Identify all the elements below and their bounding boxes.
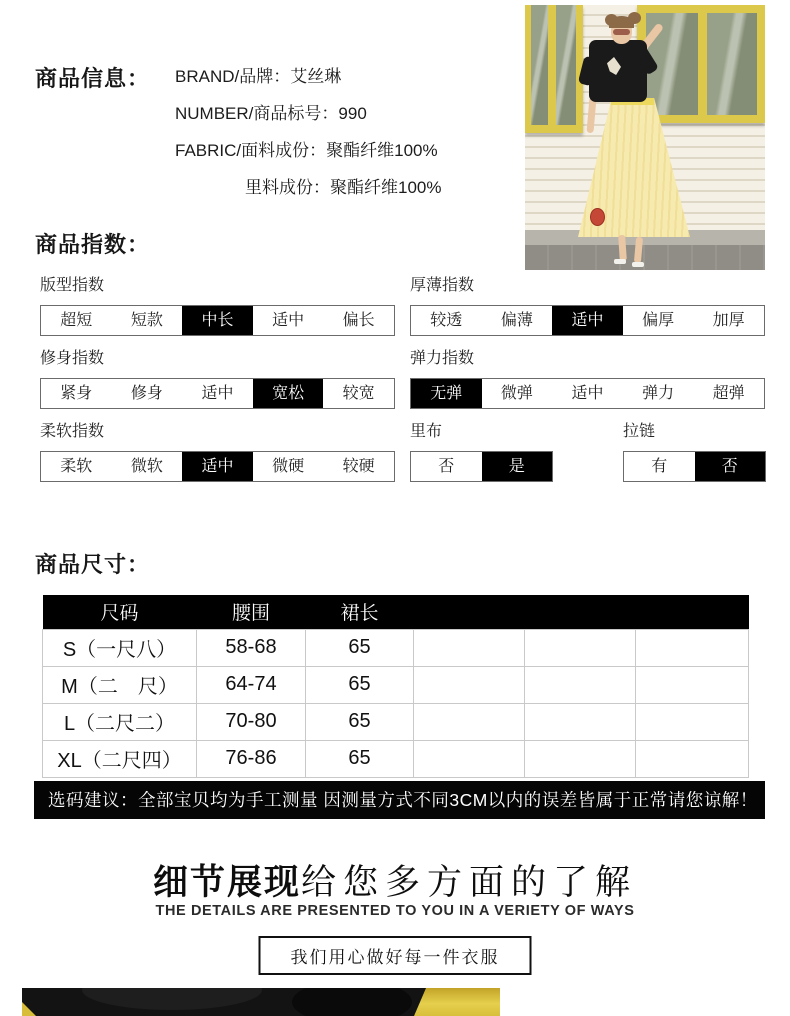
number-label: NUMBER/商品标号： [175, 104, 339, 123]
col-header-size: 尺码 [43, 595, 197, 629]
index-option: 超弹 [712, 385, 745, 402]
waist-cell: 64-74 [197, 666, 306, 703]
window-glass [531, 5, 548, 125]
index-group-fit [40, 345, 395, 409]
lining-label: 里料成份： [245, 178, 330, 197]
size-row-m [43, 666, 749, 703]
empty-cell [636, 629, 749, 666]
empty-cell [636, 703, 749, 740]
fabric-label: FABRIC/面料成份： [175, 141, 327, 160]
waist-cell: 58-68 [197, 629, 306, 666]
lining-line [175, 169, 441, 206]
index-label: 弹力指数 [410, 350, 475, 367]
photo-sandal [614, 259, 626, 264]
index-option: 适中 [201, 385, 234, 402]
fabric-fold [82, 988, 262, 1010]
index-option: 微弹 [500, 385, 533, 402]
index-option: 偏薄 [500, 312, 533, 329]
col-header-waist: 腰围 [197, 595, 306, 629]
photo-arm-down [586, 97, 596, 133]
size-row-s [43, 629, 749, 666]
empty-cell [636, 740, 749, 777]
photo-sunglasses [613, 29, 630, 35]
index-option: 较透 [430, 312, 463, 329]
details-banner-subtitle: THE DETAILS ARE PRESENTED TO YOU IN A VERIETY OF WAYS [155, 903, 635, 919]
index-option: 适中 [571, 385, 604, 402]
length-cell: 65 [306, 629, 414, 666]
index-option: 修身 [130, 385, 163, 402]
photo-hair [609, 16, 634, 28]
details-title-light: 给您多方面的了解 [301, 863, 638, 902]
index-option: 否 [438, 458, 455, 475]
index-option: 较硬 [342, 458, 375, 475]
size-table [42, 595, 749, 778]
index-group-softness [40, 418, 395, 482]
index-option: 微软 [130, 458, 163, 475]
index-label: 拉链 [623, 423, 656, 440]
length-cell: 65 [306, 666, 414, 703]
index-option-box [40, 378, 395, 409]
col-header-empty [525, 595, 636, 629]
index-option: 超短 [60, 312, 93, 329]
index-option: 适中 [272, 312, 305, 329]
empty-cell [414, 629, 525, 666]
index-option-selected: 否 [695, 452, 766, 481]
size-cell: L（二尺二） [43, 703, 197, 740]
photo-window-left [525, 5, 583, 133]
waist-cell: 76-86 [197, 740, 306, 777]
index-option: 微硬 [272, 458, 305, 475]
index-label: 修身指数 [40, 350, 105, 367]
size-row-xl [43, 740, 749, 777]
waist-cell: 70-80 [197, 703, 306, 740]
index-option-box [40, 451, 395, 482]
index-group-zipper [623, 418, 766, 482]
index-group-length [40, 272, 395, 336]
section-title-product-info: 商品信息： [35, 66, 151, 91]
number-line [175, 95, 441, 132]
index-label: 柔软指数 [40, 423, 105, 440]
index-option-box [410, 305, 765, 336]
product-photo [525, 5, 765, 270]
col-header-empty [414, 595, 525, 629]
product-info-lines [175, 58, 441, 206]
size-table-header-row [43, 595, 749, 629]
empty-cell [525, 629, 636, 666]
empty-cell [525, 740, 636, 777]
slogan-box: 我们用心做好每一件衣服 [259, 936, 532, 975]
index-group-elasticity [410, 345, 765, 409]
empty-cell [525, 703, 636, 740]
empty-cell [414, 740, 525, 777]
photo-handbag [590, 208, 605, 226]
lining-value: 聚酯纤维100% [330, 178, 442, 197]
photo-ground [525, 245, 765, 270]
index-label: 版型指数 [40, 277, 105, 294]
window-glass [707, 13, 757, 115]
sizing-advice-bar: 选码建议：全部宝贝均为手工测量 因测量方式不同3CM以内的误差皆属于正常请您谅解！ [34, 781, 765, 819]
empty-cell [414, 666, 525, 703]
window-glass [556, 5, 576, 125]
brand-value: 艾丝琳 [290, 67, 342, 86]
index-group-lining [410, 418, 553, 482]
index-label: 厚薄指数 [410, 277, 475, 294]
number-value: 990 [338, 104, 367, 123]
fabric-fold [292, 988, 412, 1016]
index-option-selected: 适中 [182, 452, 253, 481]
details-title-strong: 细节展现 [152, 863, 301, 902]
index-option-box [623, 451, 766, 482]
fabric-line [175, 132, 441, 169]
index-option: 偏长 [342, 312, 375, 329]
index-option-selected: 适中 [552, 306, 623, 335]
length-cell: 65 [306, 740, 414, 777]
empty-cell [636, 666, 749, 703]
index-option-box [410, 378, 765, 409]
index-option: 柔软 [60, 458, 93, 475]
index-option-selected: 是 [482, 452, 553, 481]
empty-cell [525, 666, 636, 703]
index-option: 弹力 [642, 385, 675, 402]
col-header-empty [636, 595, 749, 629]
photo-sandal [632, 262, 644, 267]
detail-photo-partial [22, 988, 500, 1016]
index-group-thickness [410, 272, 765, 336]
brand-label: BRAND/品牌： [175, 67, 291, 86]
index-option: 加厚 [712, 312, 745, 329]
index-option: 有 [651, 458, 668, 475]
brand-line [175, 58, 441, 95]
index-option: 偏厚 [642, 312, 675, 329]
col-header-length: 裙长 [306, 595, 414, 629]
section-title-size: 商品尺寸： [35, 552, 151, 577]
yellow-corner [22, 1002, 36, 1016]
size-cell: M（二 尺） [43, 666, 197, 703]
length-cell: 65 [306, 703, 414, 740]
index-option-box [40, 305, 395, 336]
index-option-selected: 无弹 [411, 379, 482, 408]
size-cell: XL（二尺四） [43, 740, 197, 777]
section-title-product-index: 商品指数： [35, 232, 151, 257]
index-option: 短款 [130, 312, 163, 329]
fabric-value: 聚酯纤维100% [326, 141, 438, 160]
index-option: 紧身 [60, 385, 93, 402]
size-row-l [43, 703, 749, 740]
index-label: 里布 [410, 423, 443, 440]
yellow-skirt-edge [414, 988, 500, 1016]
index-option: 较宽 [342, 385, 375, 402]
index-option-box [410, 451, 553, 482]
index-option-selected: 中长 [182, 306, 253, 335]
details-banner-title [0, 855, 790, 905]
size-cell: S（一尺八） [43, 629, 197, 666]
index-option-selected: 宽松 [253, 379, 324, 408]
empty-cell [414, 703, 525, 740]
